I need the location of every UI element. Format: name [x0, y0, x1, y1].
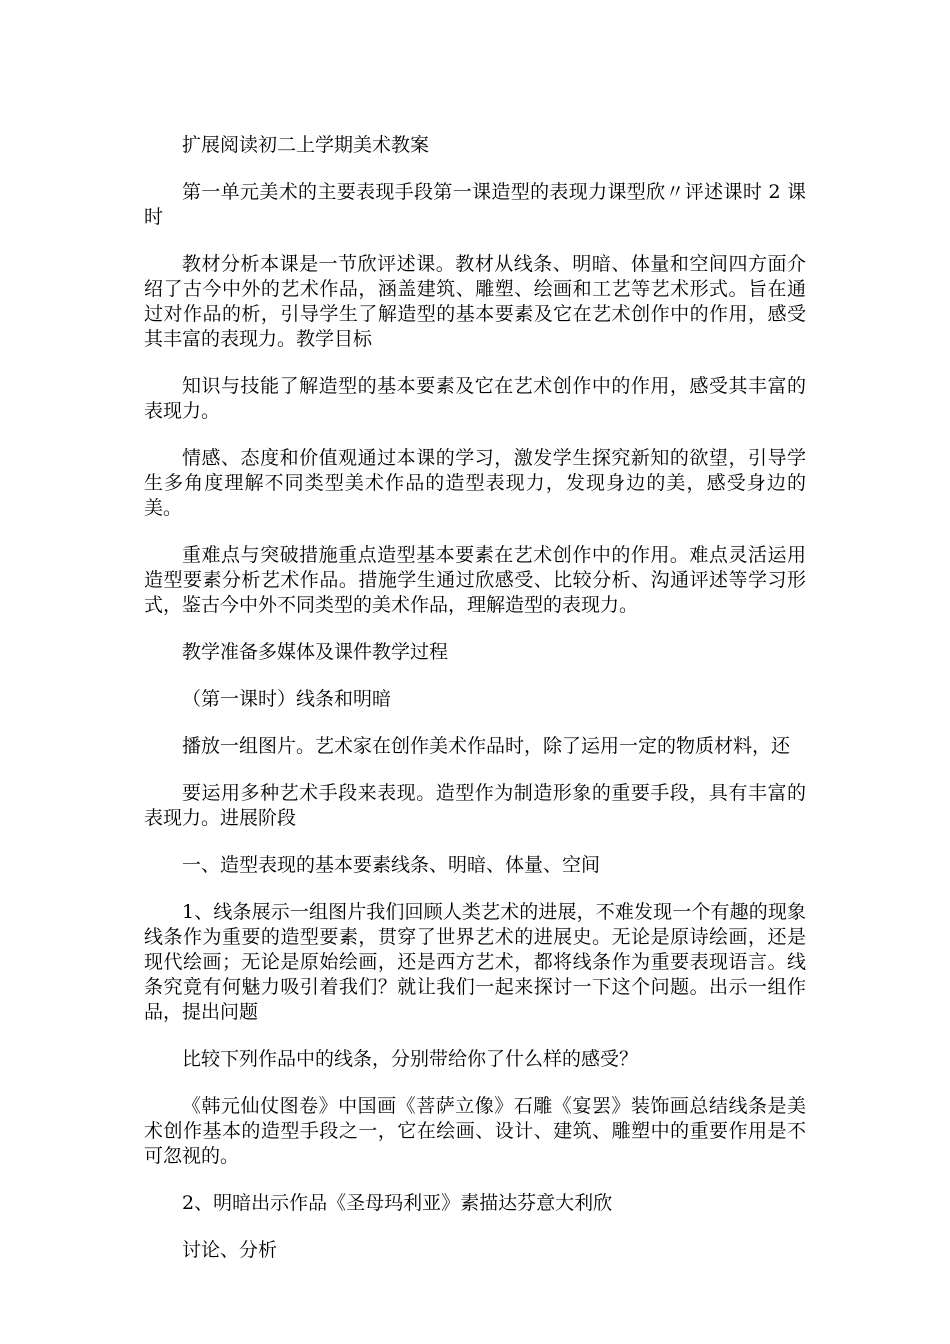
- section-one-heading: 一、造型表现的基本要素线条、明暗、体量、空间: [182, 854, 601, 876]
- light-dark-paragraph: 2、明暗出示作品《圣母玛利亚》素描达芬意大利欣: [182, 1192, 613, 1214]
- textbook-analysis-paragraph: 教材分析本课是一节欣评述课。教材从线条、明暗、体量和空间四方面介绍了古今中外的艺术作品，涵盖建筑、雕塑、绘画和工艺等艺术形式。旨在通过对作品的析，引导学生了解造型的基本要素及它在艺术创作中的作用，感受其丰富的表现力。教学目标: [144, 253, 806, 350]
- unit-lesson-heading: 第一单元美术的主要表现手段第一课造型的表现力课型欣〃评述课时 2 课时: [144, 181, 806, 228]
- discussion-paragraph: 讨论、分析: [182, 1239, 278, 1261]
- key-difficult-points-paragraph: 重难点与突破措施重点造型基本要素在艺术创作中的作用。难点灵活运用造型要素分析艺术作品。措施学生通过欣感受、比较分析、沟通评述等学习形式，鉴古今中外不同类型的美术作品，理解造型的表现力。: [144, 544, 806, 616]
- intro-paragraph-2: 要运用多种艺术手段来表现。造型作为制造形象的重要手段，具有丰富的表现力。进展阶段: [144, 782, 806, 829]
- emotion-attitude-paragraph: 情感、态度和价值观通过本课的学习，激发学生探究新知的欲望，引导学生多角度理解不同类型美术作品的造型表现力，发现身边的美，感受身边的美。: [144, 447, 806, 519]
- compare-lines-question: 比较下列作品中的线条，分别带给你了什么样的感受？: [182, 1048, 639, 1070]
- works-summary-paragraph: 《韩元仙仗图卷》中国画《菩萨立像》石雕《宴罢》装饰画总结线条是美术创作基本的造型手段之一，它在绘画、设计、建筑、雕塑中的重要作用是不可忽视的。: [144, 1095, 806, 1167]
- knowledge-skills-paragraph: 知识与技能了解造型的基本要素及它在艺术创作中的作用，感受其丰富的表现力。: [144, 375, 806, 422]
- line-section-paragraph: 1、线条展示一组图片我们回顾人类艺术的进展，不难发现一个有趣的现象线条作为重要的造型要素，贯穿了世界艺术的进展史。无论是原诗绘画，还是现代绘画；无论是原始绘画，还是西方艺术，都将线条作为重要表现语言。线条究竟有何魅力吸引着我们？就让我们一起来探讨一下这个问题。出示一组作品，提出问题: [144, 901, 806, 1023]
- document-body: [144, 133, 806, 1285]
- teaching-preparation-paragraph: 教学准备多媒体及课件教学过程: [182, 641, 449, 663]
- document-title: 扩展阅读初二上学期美术教案: [182, 134, 430, 156]
- intro-paragraph-1: 播放一组图片。艺术家在创作美术作品时，除了运用一定的物质材料，还: [182, 735, 791, 757]
- first-lesson-heading: （第一课时）线条和明暗: [182, 688, 392, 710]
